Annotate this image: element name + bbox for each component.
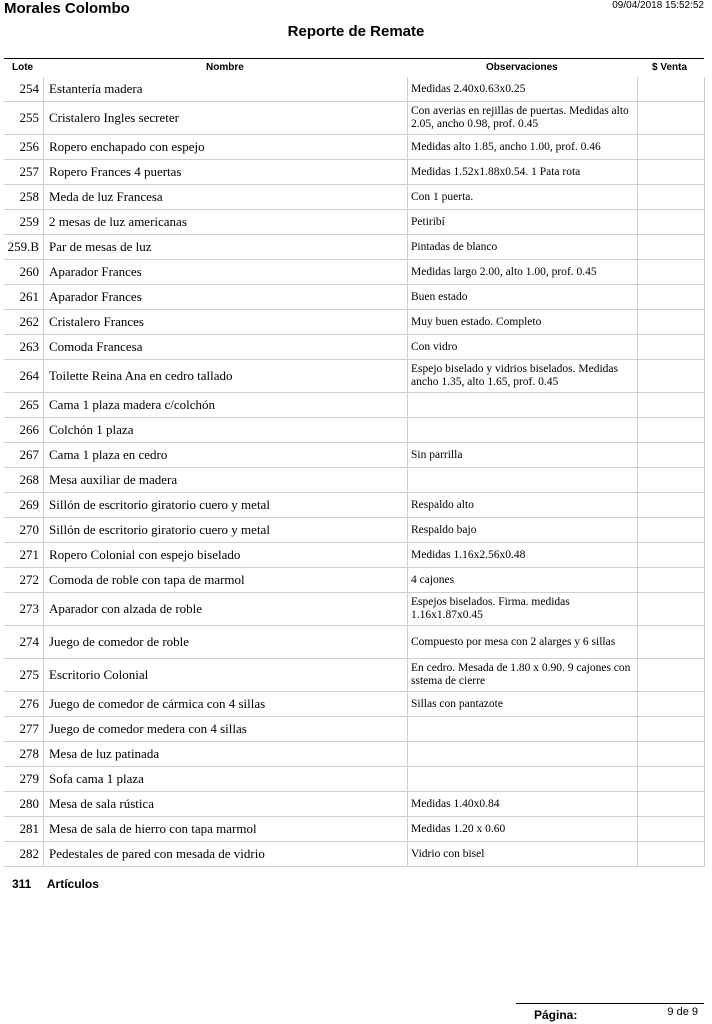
table-row xyxy=(4,335,705,360)
observations-cell: Espejo biselado y vidrios biselados. Medidas ancho 1.35, alto 1.65, prof. 0.45 xyxy=(407,360,637,392)
lots-table xyxy=(4,77,705,867)
observations-cell: Medidas 1.16x2.56x0.48 xyxy=(407,543,637,567)
item-name-cell: 2 mesas de luz americanas xyxy=(43,210,407,234)
column-header-observaciones: Observaciones xyxy=(486,62,558,73)
sale-price-cell xyxy=(637,717,705,741)
summary-line xyxy=(12,877,99,891)
lot-number-cell: 275 xyxy=(19,667,39,682)
item-name-cell: Mesa de luz patinada xyxy=(43,742,407,766)
item-name-cell: Juego de comedor de roble xyxy=(43,626,407,658)
table-row xyxy=(4,285,705,310)
table-row xyxy=(4,310,705,335)
lot-number-cell: 257 xyxy=(19,164,39,179)
sale-price-cell xyxy=(637,235,705,259)
observations-cell: Medidas 1.52x1.88x0.54. 1 Pata rota xyxy=(407,160,637,184)
sale-price-cell xyxy=(637,817,705,841)
observations-cell xyxy=(407,767,637,791)
item-name-cell: Escritorio Colonial xyxy=(43,659,407,691)
table-row xyxy=(4,443,705,468)
lot-number-cell: 259.B xyxy=(7,239,39,254)
table-row xyxy=(4,767,705,792)
table-row xyxy=(4,493,705,518)
item-name-cell: Mesa de sala de hierro con tapa marmol xyxy=(43,817,407,841)
lot-number-cell: 264 xyxy=(19,368,39,383)
lot-number-cell: 266 xyxy=(19,422,39,437)
header-divider xyxy=(4,58,704,59)
column-header-lote: Lote xyxy=(12,62,34,73)
observations-cell: Con averias en rejillas de puertas. Medidas alto 2.05, ancho 0.98, prof. 0.45 xyxy=(407,102,637,134)
column-header-nombre: Nombre xyxy=(206,62,244,73)
lot-number-cell: 281 xyxy=(19,821,39,836)
item-name-cell: Comoda Francesa xyxy=(43,335,407,359)
table-row xyxy=(4,626,705,659)
observations-cell: Pintadas de blanco xyxy=(407,235,637,259)
item-name-cell: Juego de comedor de cármica con 4 sillas xyxy=(43,692,407,716)
observations-cell: Medidas 2.40x0.63x0.25 xyxy=(407,77,637,101)
table-row xyxy=(4,393,705,418)
item-name-cell: Par de mesas de luz xyxy=(43,235,407,259)
sale-price-cell xyxy=(637,335,705,359)
observations-cell: Buen estado xyxy=(407,285,637,309)
observations-cell: Petiribí xyxy=(407,210,637,234)
observations-cell: Muy buen estado. Completo xyxy=(407,310,637,334)
lot-number-cell: 256 xyxy=(19,139,39,154)
item-name-cell: Cristalero Frances xyxy=(43,310,407,334)
item-name-cell: Aparador Frances xyxy=(43,285,407,309)
table-row xyxy=(4,210,705,235)
observations-cell xyxy=(407,717,637,741)
item-name-cell: Ropero Colonial con espejo biselado xyxy=(43,543,407,567)
column-header-venta: $ Venta xyxy=(652,62,688,73)
sale-price-cell xyxy=(637,443,705,467)
report-title: Reporte de Remate xyxy=(287,23,425,40)
item-name-cell: Pedestales de pared con mesada de vidrio xyxy=(43,842,407,866)
observations-cell xyxy=(407,393,637,417)
lot-number-cell: 273 xyxy=(19,601,39,616)
report-datetime: 09/04/2018 15:52:52 xyxy=(612,0,704,11)
lot-number-cell: 278 xyxy=(19,746,39,761)
observations-cell: En cedro. Mesada de 1.80 x 0.90. 9 cajones con sstema de cierre xyxy=(407,659,637,691)
company-name: Morales Colombo xyxy=(4,0,130,17)
item-name-cell: Ropero enchapado con espejo xyxy=(43,135,407,159)
table-row xyxy=(4,468,705,493)
observations-cell xyxy=(407,742,637,766)
item-name-cell: Comoda de roble con tapa de marmol xyxy=(43,568,407,592)
table-row xyxy=(4,659,705,692)
item-name-cell: Toilette Reina Ana en cedro tallado xyxy=(43,360,407,392)
observations-cell: Con vidro xyxy=(407,335,637,359)
observations-cell: Sin parrilla xyxy=(407,443,637,467)
lot-number-cell: 267 xyxy=(19,447,39,462)
table-row xyxy=(4,102,705,135)
item-name-cell: Ropero Frances 4 puertas xyxy=(43,160,407,184)
summary-label: Artículos xyxy=(46,877,99,891)
observations-cell: Respaldo bajo xyxy=(407,518,637,542)
item-name-cell: Mesa de sala rústica xyxy=(43,792,407,816)
observations-cell: Con 1 puerta. xyxy=(407,185,637,209)
table-row xyxy=(4,518,705,543)
lot-number-cell: 265 xyxy=(19,397,39,412)
sale-price-cell xyxy=(637,360,705,392)
observations-cell: Medidas alto 1.85, ancho 1.00, prof. 0.46 xyxy=(407,135,637,159)
sale-price-cell xyxy=(637,160,705,184)
table-row xyxy=(4,77,705,102)
observations-cell: 4 cajones xyxy=(407,568,637,592)
lot-number-cell: 277 xyxy=(19,721,39,736)
sale-price-cell xyxy=(637,742,705,766)
sale-price-cell xyxy=(637,543,705,567)
lot-number-cell: 269 xyxy=(19,497,39,512)
item-name-cell: Cristalero Ingles secreter xyxy=(43,102,407,134)
table-row xyxy=(4,593,705,626)
table-row xyxy=(4,692,705,717)
observations-cell: Espejos biselados. Firma. medidas 1.16x1.87x0.45 xyxy=(407,593,637,625)
sale-price-cell xyxy=(637,77,705,101)
sale-price-cell xyxy=(637,493,705,517)
sale-price-cell xyxy=(637,185,705,209)
sale-price-cell xyxy=(637,626,705,658)
lot-number-cell: 271 xyxy=(19,547,39,562)
sale-price-cell xyxy=(637,568,705,592)
table-row xyxy=(4,792,705,817)
lot-number-cell: 279 xyxy=(19,771,39,786)
page-number: 9 de 9 xyxy=(667,1006,698,1018)
observations-cell: Medidas 1.40x0.84 xyxy=(407,792,637,816)
table-row xyxy=(4,817,705,842)
sale-price-cell xyxy=(637,767,705,791)
item-name-cell: Estantería madera xyxy=(43,77,407,101)
observations-cell: Sillas con pantazote xyxy=(407,692,637,716)
footer-divider xyxy=(516,1003,704,1004)
sale-price-cell xyxy=(637,285,705,309)
table-row xyxy=(4,260,705,285)
observations-cell xyxy=(407,468,637,492)
lot-number-cell: 280 xyxy=(19,796,39,811)
item-name-cell: Colchón 1 plaza xyxy=(43,418,407,442)
observations-cell: Compuesto por mesa con 2 alarges y 6 sillas xyxy=(407,626,637,658)
page-label: Página: xyxy=(534,1008,578,1022)
lot-number-cell: 263 xyxy=(19,339,39,354)
item-name-cell: Aparador con alzada de roble xyxy=(43,593,407,625)
sale-price-cell xyxy=(637,393,705,417)
sale-price-cell xyxy=(637,210,705,234)
table-row xyxy=(4,185,705,210)
sale-price-cell xyxy=(637,518,705,542)
sale-price-cell xyxy=(637,260,705,284)
lot-number-cell: 258 xyxy=(19,189,39,204)
table-row xyxy=(4,742,705,767)
lot-number-cell: 274 xyxy=(19,634,39,649)
lot-number-cell: 268 xyxy=(19,472,39,487)
item-name-cell: Meda de luz Francesa xyxy=(43,185,407,209)
table-row xyxy=(4,235,705,260)
observations-cell: Respaldo alto xyxy=(407,493,637,517)
table-row xyxy=(4,418,705,443)
table-row xyxy=(4,135,705,160)
lot-number-cell: 270 xyxy=(19,522,39,537)
lot-number-cell: 276 xyxy=(19,696,39,711)
item-name-cell: Sillón de escritorio giratorio cuero y metal xyxy=(43,518,407,542)
sale-price-cell xyxy=(637,135,705,159)
item-name-cell: Sofa cama 1 plaza xyxy=(43,767,407,791)
lot-number-cell: 260 xyxy=(19,264,39,279)
table-row xyxy=(4,842,705,867)
lot-number-cell: 254 xyxy=(19,81,39,96)
table-row xyxy=(4,717,705,742)
lot-number-cell: 272 xyxy=(19,572,39,587)
lot-number-cell: 261 xyxy=(19,289,39,304)
item-name-cell: Juego de comedor medera con 4 sillas xyxy=(43,717,407,741)
table-row xyxy=(4,360,705,393)
summary-count: 311 xyxy=(12,877,32,891)
sale-price-cell xyxy=(637,792,705,816)
item-name-cell: Cama 1 plaza madera c/colchón xyxy=(43,393,407,417)
sale-price-cell xyxy=(637,692,705,716)
table-row xyxy=(4,160,705,185)
lot-number-cell: 282 xyxy=(19,846,39,861)
table-row xyxy=(4,543,705,568)
item-name-cell: Aparador Frances xyxy=(43,260,407,284)
sale-price-cell xyxy=(637,468,705,492)
sale-price-cell xyxy=(637,102,705,134)
observations-cell xyxy=(407,418,637,442)
sale-price-cell xyxy=(637,418,705,442)
item-name-cell: Mesa auxiliar de madera xyxy=(43,468,407,492)
sale-price-cell xyxy=(637,310,705,334)
table-row xyxy=(4,568,705,593)
observations-cell: Vidrio con bisel xyxy=(407,842,637,866)
item-name-cell: Cama 1 plaza en cedro xyxy=(43,443,407,467)
lot-number-cell: 262 xyxy=(19,314,39,329)
lot-number-cell: 259 xyxy=(19,214,39,229)
sale-price-cell xyxy=(637,593,705,625)
sale-price-cell xyxy=(637,842,705,866)
observations-cell: Medidas largo 2.00, alto 1.00, prof. 0.45 xyxy=(407,260,637,284)
observations-cell: Medidas 1.20 x 0.60 xyxy=(407,817,637,841)
lot-number-cell: 255 xyxy=(19,110,39,125)
sale-price-cell xyxy=(637,659,705,691)
item-name-cell: Sillón de escritorio giratorio cuero y metal xyxy=(43,493,407,517)
